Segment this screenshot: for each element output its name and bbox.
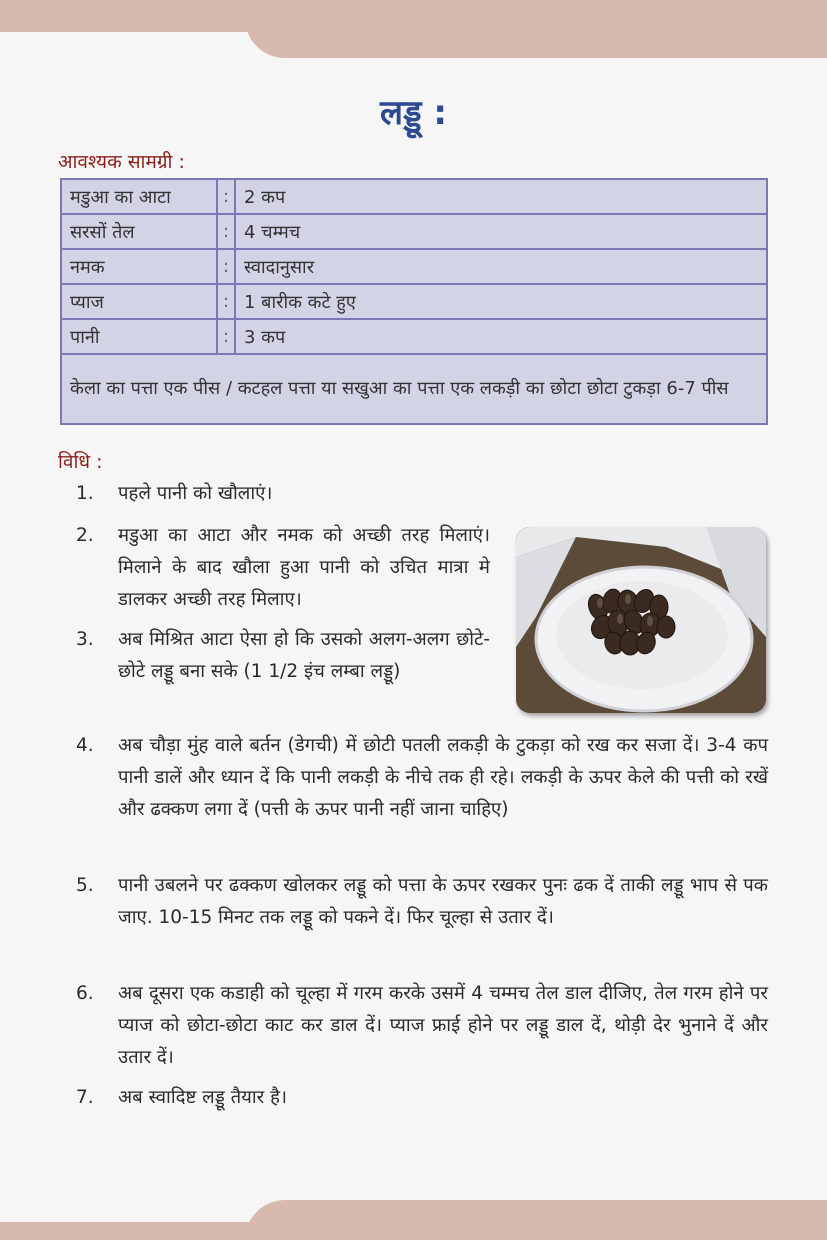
ingredient-quantity: 3 कप [235, 319, 767, 354]
decorative-band-bottom-right [245, 1200, 827, 1240]
laddu-plate-illustration [516, 527, 766, 713]
step-number: 4. [76, 735, 94, 756]
step-text: अब दूसरा एक कडाही को चूल्हा में गरम करके उसमें 4 चम्मच तेल डाल दीजिए, तेल गरम होने पर प्याज को छोटा-छोटा काट कर डाल दें। प्याज फ्राई होने पर लड्डू डाल दें, थोड़ी देर भुनाने दें और उतार दें। [118, 983, 768, 1068]
ingredient-quantity: 1 बारीक कटे हुए [235, 284, 767, 319]
ingredient-separator: : [217, 179, 235, 214]
ingredient-quantity: 4 चम्मच [235, 214, 767, 249]
ingredients-note: केला का पत्ता एक पीस / कटहल पत्ता या सखुआ का पत्ता एक लकड़ी का छोटा छोटा टुकड़ा 6-7 पीस [61, 354, 767, 424]
table-row [61, 354, 767, 424]
step-text: पानी उबलने पर ढक्कण खोलकर लड्डू को पत्ता के ऊपर रखकर पुनः ढक दें ताकी लड्डू भाप से पक जाए. 10-15 मिनट तक लड्डू को पकने दें। फिर चूल्हा से उतार दें। [118, 875, 768, 928]
step-number: 1. [76, 483, 94, 504]
ingredients-heading: आवश्यक सामग्री : [58, 151, 185, 173]
step-number: 5. [76, 875, 94, 896]
step-text: अब स्वादिष्ट लड्डू तैयार है। [118, 1087, 287, 1108]
ingredient-separator: : [217, 319, 235, 354]
ingredient-quantity: स्वादानुसार [235, 249, 767, 284]
ingredient-quantity: 2 कप [235, 179, 767, 214]
page-title: लड्डू : [380, 93, 447, 133]
step-number: 6. [76, 983, 94, 1004]
decorative-band-bottom-left [0, 1222, 250, 1240]
ingredient-name: मडुआ का आटा [61, 179, 217, 214]
table-row [61, 249, 767, 284]
table-row [61, 319, 767, 354]
step-text: अब मिश्रित आटा ऐसा हो कि उसको अलग-अलग छोटे-छोटे लड्डू बना सके (1 1/2 इंच लम्बा लड्डू) [118, 629, 490, 682]
ingredient-name: पानी [61, 319, 217, 354]
step-number: 2. [76, 525, 94, 546]
step-text: पहले पानी को खौलाएं। [118, 483, 273, 504]
ingredient-name: नमक [61, 249, 217, 284]
step-number: 3. [76, 629, 94, 650]
ingredient-separator: : [217, 214, 235, 249]
step-number: 7. [76, 1087, 94, 1108]
ingredients-table [60, 178, 768, 425]
decorative-band-top-left [0, 0, 250, 32]
ingredient-separator: : [217, 284, 235, 319]
table-row [61, 214, 767, 249]
laddu-photo [516, 527, 766, 713]
ingredient-name: प्याज [61, 284, 217, 319]
step-text: मडुआ का आटा और नमक को अच्छी तरह मिलाएं। मिलाने के बाद खौला हुआ पानी को उचित मात्रा मे डालकर अच्छी तरह मिलाए। [118, 525, 490, 610]
decorative-band-top-right [245, 0, 827, 58]
ingredient-separator: : [217, 249, 235, 284]
method-heading: विधि : [58, 451, 103, 473]
table-row [61, 179, 767, 214]
step-text: अब चौड़ा मुंह वाले बर्तन (डेगची) में छोटी पतली लकड़ी के टुकड़ा को रख कर सजा दें। 3-4 कप पानी डालें और ध्यान दें कि पानी लकड़ी के नीचे तक ही रहे। लकड़ी के ऊपर केले की पत्ती को रखें और ढक्कण लगा दें (पत्ती के ऊपर पानी नहीं जाना चाहिए) [118, 735, 768, 820]
ingredient-name: सरसों तेल [61, 214, 217, 249]
table-row [61, 284, 767, 319]
